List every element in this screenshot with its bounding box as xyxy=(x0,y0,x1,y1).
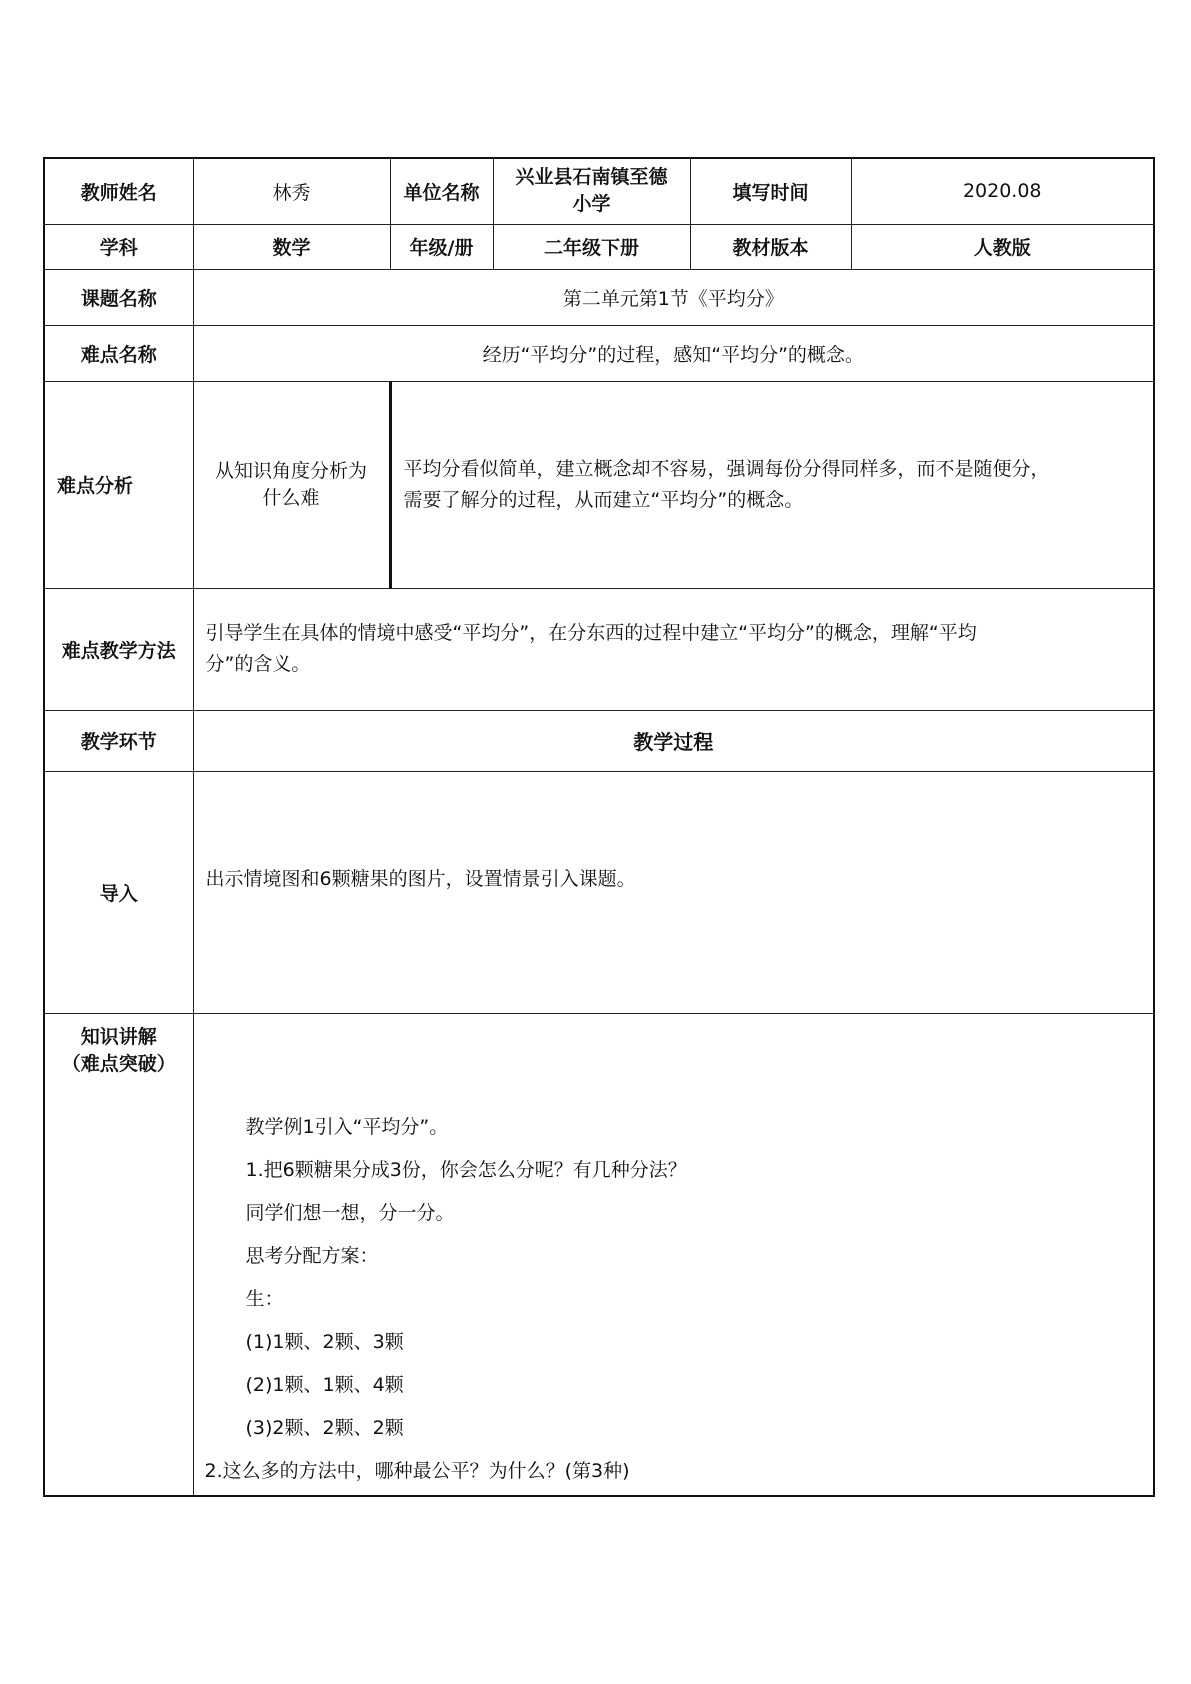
knowledge-line: 1.把6颗糖果分成3份，你会怎么分呢？有几种分法？ xyxy=(245,1158,687,1181)
process-header-row xyxy=(44,710,1154,771)
knowledge-label-line2: （难点突破） xyxy=(61,1052,176,1075)
analysis-text xyxy=(390,381,1154,588)
fill-date-value: 2020.08 xyxy=(851,158,1154,224)
knowledge-row xyxy=(44,1013,1154,1496)
intro-label: 导入 xyxy=(44,771,193,1013)
knowledge-line: (3)2颗、2颗、2颗 xyxy=(245,1416,404,1439)
unit-name-value xyxy=(493,158,690,224)
grade-value: 二年级下册 xyxy=(493,224,690,269)
knowledge-line: 同学们想一想，分一分。 xyxy=(245,1201,455,1224)
topic-label: 课题名称 xyxy=(44,269,193,325)
knowledge-line: 生： xyxy=(245,1287,284,1310)
analysis-sublabel-line1: 从知识角度分析为 xyxy=(214,459,367,482)
analysis-sublabel-line2: 什么难 xyxy=(262,486,320,509)
lesson-plan-table xyxy=(43,157,1155,1497)
method-row xyxy=(44,588,1154,710)
difficulty-label: 难点名称 xyxy=(44,325,193,381)
method-label: 难点教学方法 xyxy=(44,588,193,710)
subject-label: 学科 xyxy=(44,224,193,269)
knowledge-line: 教学例1引入“平均分”。 xyxy=(245,1115,449,1138)
edition-value: 人教版 xyxy=(851,224,1154,269)
unit-name-value-line1: 兴业县石南镇至德 xyxy=(515,166,668,189)
method-text-line1: 引导学生在具体的情境中感受“平均分”，在分东西的过程中建立“平均分”的概念，理解“平均 xyxy=(205,622,977,644)
process-header-value: 教学过程 xyxy=(193,710,1154,771)
grade-label: 年级/册 xyxy=(390,224,493,269)
analysis-text-line2: 需要了解分的过程，从而建立“平均分”的概念。 xyxy=(403,488,804,511)
intro-row xyxy=(44,771,1154,1013)
method-text-line2: 分”的含义。 xyxy=(205,653,311,675)
knowledge-line: (2)1颗、1颗、4颗 xyxy=(245,1373,404,1396)
analysis-row xyxy=(44,381,1154,588)
subject-value: 数学 xyxy=(193,224,390,269)
intro-text: 出示情境图和6颗糖果的图片，设置情景引入课题。 xyxy=(193,771,1154,1013)
analysis-label: 难点分析 xyxy=(44,381,193,588)
knowledge-line: 2.这么多的方法中，哪种最公平？为什么？(第3种) xyxy=(204,1459,630,1482)
edition-label: 教材版本 xyxy=(690,224,851,269)
unit-name-value-line2: 小学 xyxy=(572,193,611,216)
teacher-name-label: 教师姓名 xyxy=(44,158,193,224)
teacher-name-value: 林秀 xyxy=(193,158,390,224)
analysis-sublabel xyxy=(193,381,390,588)
process-stage-label: 教学环节 xyxy=(44,710,193,771)
knowledge-body xyxy=(193,1013,1154,1496)
knowledge-line: 思考分配方案： xyxy=(245,1244,379,1267)
analysis-text-line1: 平均分看似简单，建立概念却不容易，强调每份分得同样多，而不是随便分， xyxy=(403,457,1050,480)
method-text xyxy=(193,588,1154,710)
difficulty-value: 经历“平均分”的过程，感知“平均分”的概念。 xyxy=(193,325,1154,381)
knowledge-label-line1: 知识讲解 xyxy=(80,1025,157,1048)
knowledge-label xyxy=(44,1013,193,1496)
info-row-1 xyxy=(44,158,1154,224)
topic-row xyxy=(44,269,1154,325)
unit-name-label: 单位名称 xyxy=(390,158,493,224)
info-row-2 xyxy=(44,224,1154,269)
knowledge-line: (1)1颗、2颗、3颗 xyxy=(245,1330,404,1353)
difficulty-row xyxy=(44,325,1154,381)
fill-date-label: 填写时间 xyxy=(690,158,851,224)
topic-value: 第二单元第1节《平均分》 xyxy=(193,269,1154,325)
